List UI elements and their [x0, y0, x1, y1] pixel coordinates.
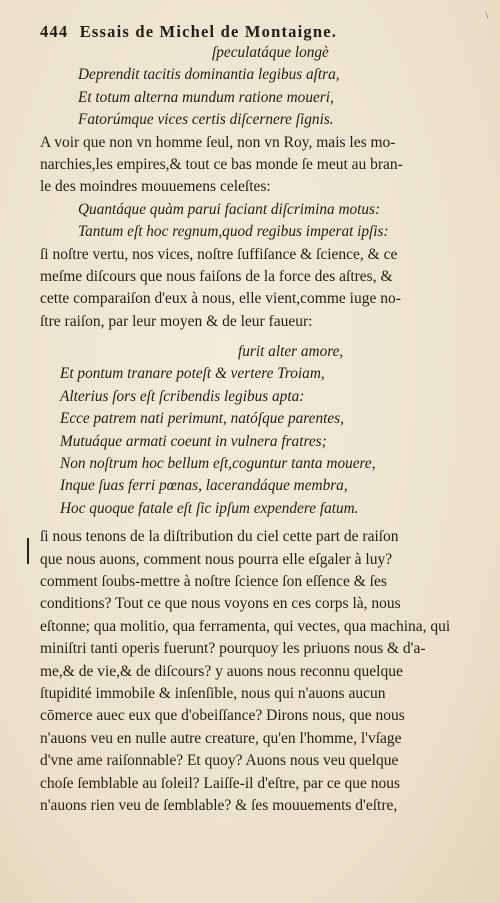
- prose-line: n'auons rien veu de ſemblable? & ſes mouuements d'eſtre,: [40, 796, 398, 814]
- running-title: Essais de Michel de Montaigne.: [79, 22, 338, 41]
- prose-line: A voir que non vn homme ſeul, non vn Roy, mais les mo-: [40, 133, 396, 151]
- prose-line: le des moindres mouuemens celeſtes:: [40, 178, 271, 196]
- prose-line: miniſtri tanti operis fuerunt? pourquoy les priuons nous & d'a-: [40, 640, 426, 658]
- verse-line: Tantum eſt hoc regnum,quod regibus imperat ipſis:: [78, 223, 389, 241]
- verse-line: Deprendit tacitis dominantia legibus aſtra,: [78, 66, 340, 84]
- prose-line: comment ſoubs-mettre à noſtre ſcience ſon eſſence & ſes: [40, 572, 387, 590]
- verse-line: furit alter amore,: [238, 343, 344, 361]
- prose-line: narchies,les empires,& tout ce bas monde ſe meut au bran-: [40, 155, 403, 173]
- prose-line: cōmerce auec eux que d'obeiſſance? Dirons nous, que nous: [40, 707, 405, 725]
- page-number: 444: [40, 22, 69, 41]
- prose-line: que nous auons, comment nous pourra elle eſgaler à luy?: [40, 550, 393, 568]
- text-block: [40, 42, 488, 817]
- prose-line: ſi noſtre vertu, nos vices, noſtre ſuffiſance & ſcience, & ce: [40, 245, 398, 263]
- verse-line: Et totum alterna mundum ratione moueri,: [78, 88, 334, 106]
- prose-line: cette comparaiſon d'eux à nous, elle vient,comme iuge no-: [40, 290, 401, 308]
- verse-line: Inque ſuas ferri pœnas, lacerandáque membra,: [60, 477, 348, 495]
- prose-line: ſtre raiſon, par leur moyen & de leur faueur:: [40, 312, 313, 330]
- verse-line: Quantáque quàm parui faciant diſcrimina motus:: [78, 200, 381, 218]
- top-mark: \: [485, 10, 488, 20]
- verse-line: Fatorúmque vices certis diſcernere ſignis.: [78, 111, 334, 129]
- margin-bar: [27, 538, 29, 564]
- prose-line: d'vne ame raiſonnable? Et quoy? Auons nous veu quelque: [40, 752, 399, 770]
- verse-line: Alterius ſors eſt ſcribendis legibus apta:: [60, 387, 305, 405]
- verse-line: ſpeculatáque longè: [212, 44, 329, 61]
- verse-line: Et pontum tranare poteſt & vertere Troiam,: [60, 365, 325, 383]
- prose-line: ſi nous tenons de la diſtribution du ciel cette part de raiſon: [40, 528, 399, 546]
- prose-line: n'auons veu en nulle autre creature, qu'en l'homme, l'vſage: [40, 729, 402, 747]
- prose-line: eſtonne; qua molitio, qua ferramenta, qui vectes, qua machina, qui: [40, 617, 451, 635]
- verse-line: Non noſtrum hoc bellum eſt,coguntur tanta mouere,: [60, 455, 376, 473]
- prose-line: meſme diſcours que nous faiſons de la force des aſtres, &: [40, 267, 393, 285]
- verse-line: Ecce patrem nati perimunt, natóſque parentes,: [60, 410, 344, 428]
- running-head: [40, 22, 480, 42]
- prose-line: conditions? Tout ce que nous voyons en ces corps là, nous: [40, 595, 401, 613]
- prose-line: ſtupidité immobile & inſenſible, nous qui n'auons aucun: [40, 684, 386, 702]
- prose-line: me,& de vie,& de diſcours? y auons nous reconnu quelque: [40, 662, 403, 680]
- verse-line: Mutuáque armati coeunt in vulnera fratres;: [60, 432, 327, 450]
- prose-line: choſe ſemblable au ſoleil? Laiſſe-il d'eſtre, par ce que nous: [40, 774, 401, 792]
- verse-line: Hoc quoque fatale eſt ſic ipſum expendere fatum.: [60, 499, 359, 517]
